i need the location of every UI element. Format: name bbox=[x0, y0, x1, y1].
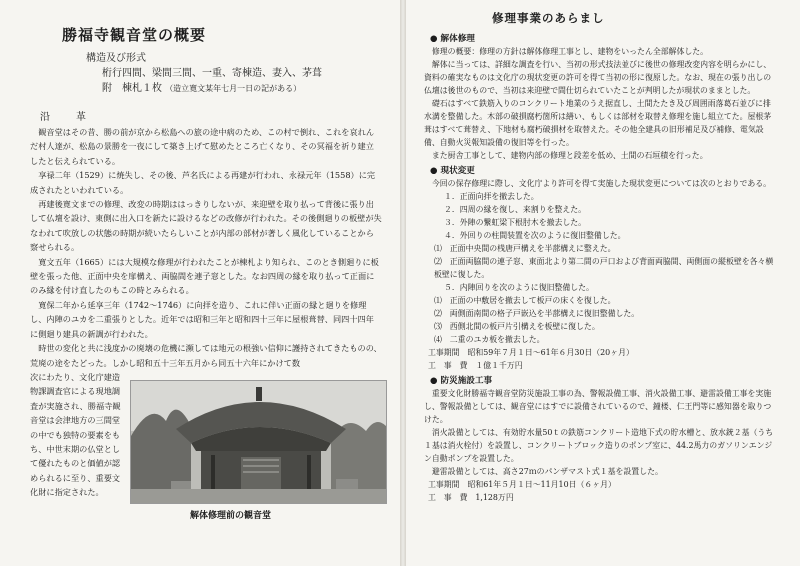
section-heading bbox=[430, 374, 778, 386]
section-heading-text: 解体修理 bbox=[440, 34, 475, 44]
repair-paragraph: 礎石はすべて鉄筋入りのコンクリート地業のうえ据直し、土間たたき及び周囲雨落葛石並びに排水溝を整備した。木部の破損腐朽箇所は繕い、もしくは部材を取替え修理を施し組立てた。屋根茅葺はすべて葺替え、下地材も腐朽破損材を取替えた。その他全建具の旧形補足及び補修、電気設備、自動火災報知設備の復旧等を行った。 bbox=[424, 99, 772, 147]
section-heading-text: 現状変更 bbox=[440, 166, 475, 176]
change-item: １．正面向拝を撤去した。 bbox=[444, 192, 539, 201]
history-heading: 沿 革 bbox=[40, 112, 94, 123]
change-item: ４．外回りの柱間装置を次のように復旧整備した。 bbox=[444, 231, 626, 240]
work-period: 工事期間 昭和59年７月１日～61年６月30日（20ヶ月） bbox=[428, 348, 634, 357]
structure-spec bbox=[86, 51, 382, 96]
history-paragraph: 観音堂はその昔、勝の前が京から松島への旅の途中病のため、この村で倒れ、これを哀れんだ村人達が、松島の景勝を一夜にして築き上げて慰めたところ亡くなり、その冥福を祈り建立したと伝えられている。 bbox=[30, 127, 375, 166]
change-sub-item: ⑵ 正面両脇間の連子窓、東面北より第二間の戸口および背面両脇間、両側面の縦板壁を各々横板壁に復した。 bbox=[434, 257, 774, 279]
history-paragraph: 時世の変化と共に浅度かの廃壊の危機に瀕しては地元の根強い信仰に護持されてきたものの、荒廃の途をたどった。しかし昭和五十三年五月から同五十六年にかけて数 bbox=[30, 343, 382, 368]
bullet-icon: ● bbox=[430, 166, 438, 176]
spec-line-2-note: （造立寛文某年七月一日の記がある） bbox=[165, 84, 302, 93]
change-intro: 今回の保存修理に際し、文化庁より許可を得て実施した現状変更については次のとおりである。 bbox=[431, 179, 772, 188]
change-item: ２．四周の縁を復し、来割りを整えた。 bbox=[444, 205, 587, 214]
spec-line-2 bbox=[102, 81, 382, 96]
disaster-paragraph: 重要文化財勝福寺観音堂防災施設工事の為、警報設備工事、消火設備工事、避雷設備工事を実施し、警報設備としては、観音堂にはすでに設備されているので、鐘楼、仁王門等に感知器を取りつけた。 bbox=[424, 389, 772, 424]
repair-paragraph: また厨舎工事として、建物内部の修理と段差を低め、土間の石垣積を行った。 bbox=[431, 151, 708, 160]
change-sub-item: ⑴ 正面中央間の桟唐戸構えを半蔀構えに整えた。 bbox=[434, 244, 616, 253]
work-period: 工事期間 昭和61年５月１日～11月10日（６ヶ月） bbox=[428, 480, 616, 489]
history-paragraph: 享禄二年（1529）に焼失し、その後、芦名氏による再建が行われ、永禄元年（1558）に完成されたといわれている。 bbox=[30, 170, 376, 195]
section-heading bbox=[430, 32, 778, 44]
section-heading-text: 防災施設工事 bbox=[440, 376, 493, 386]
repair-paragraph: 修理の概要：修理の方針は解体修理工事とし、建物をいったん全部解体した。 bbox=[431, 47, 709, 56]
repair-paragraph: 解体に当っては、詳細な調査を行い、当初の形式技法並びに後世の修理改変内容を明らかにし、資料の確実なものは文化庁の現状変更の許可を得て当初の形に復原した。なお、現在の張り出しの仏壇は後世のもので、当初は来迎壁で間仕切られていたことが判明したが現状のままとした。 bbox=[424, 60, 772, 95]
change-item: ５．内陣回りを次のように復旧整備した。 bbox=[444, 283, 594, 292]
disaster-paragraph: 消火設備としては、有効貯水量50ｔの鉄筋コンクリート造地下式の貯水槽と、放水銃２基（うち１基は消火栓付）を設置し、コンクリートブロック造りのポンプ室に、44.2馬力のガソリンエンジン自動ポンプを設置した。 bbox=[424, 428, 774, 463]
spec-label: 構造及び形式 bbox=[86, 53, 146, 64]
temple-photo-image bbox=[131, 381, 386, 503]
section-heading bbox=[430, 164, 778, 176]
spec-line-2-main: 附 棟札１枚 bbox=[102, 83, 162, 94]
history-paragraph: 再建後寛文までの修理、改変の時期ははっきりしないが、来迎壁を取り払って背後に張り出して仏壇を設け、東側に出入口を新たに設けるなどの改修が行われた。その後側廻りの板壁が失なわれて吹放しの状態の時期が続いたらしいことが内部の部材が著しく風化していることから察せられる。 bbox=[30, 199, 382, 253]
spec-line-1: 桁行四間、梁間三間、一重、寄棟造、妻入、茅葺 bbox=[102, 68, 322, 79]
photo-caption: 解体修理前の観音堂 bbox=[190, 510, 272, 521]
work-cost: 工 事 費 １億１千万円 bbox=[428, 361, 523, 370]
temple-photo bbox=[130, 380, 387, 504]
photo-area bbox=[30, 370, 382, 520]
page-title: 勝福寺観音堂の概要 bbox=[62, 26, 207, 44]
change-sub-item: ⑴ 正面の中敷居を撤去して板戸の床くを復した。 bbox=[434, 296, 616, 305]
history-paragraph: 寛文五年（1665）には大規模な修理が行われたことが棟札より知られ、このとき側廻りに板壁を張った他、正面中央を扉構え、両脇間を連子窓とした。なお四周の縁を取り払って正面にのみ縁を付け直したのもこの時とみられる。 bbox=[30, 256, 379, 296]
history-wrap-text: 次にわたり、文化庁建造物課調査官による現地調査が実施され、勝福寺観音堂は会津地方の三間堂の中でも独特の要素をもち、中世末期の仏堂として優れたものと価値が認められるに至り、重要文化財に指定された。 bbox=[30, 371, 121, 498]
right-page bbox=[406, 0, 800, 566]
change-sub-item: ⑷ 二重のユカ板を撤去した。 bbox=[434, 335, 545, 344]
change-sub-item: ⑵ 両側面南間の格子戸嵌込を半蔀構えに復旧整備した。 bbox=[434, 309, 640, 318]
repair-title: 修理事業のあらまし bbox=[492, 11, 605, 25]
change-item: ３．外陣の繋虹梁下根肘木を撤去した。 bbox=[444, 218, 587, 227]
disaster-paragraph: 避雷設備としては、高さ27ｍのパンザマスト式１基を設置した。 bbox=[431, 467, 663, 476]
work-cost: 工 事 費 1,128万円 bbox=[428, 493, 514, 502]
bullet-icon: ● bbox=[430, 376, 438, 386]
change-sub-item: ⑶ 西側北間の板戸片引構えを板壁に復した。 bbox=[434, 322, 600, 331]
bullet-icon: ● bbox=[430, 34, 438, 44]
history-paragraph: 寛保二年から延享三年（1742～1746）に向拝を造り、これに伴い正面の縁と廻りを修理し、内陣のユカを二重張りとした。近年では昭和三年と昭和四十三年に屋根葺替、同四十四年に側廻り建具の新調が行われた。 bbox=[30, 299, 374, 339]
